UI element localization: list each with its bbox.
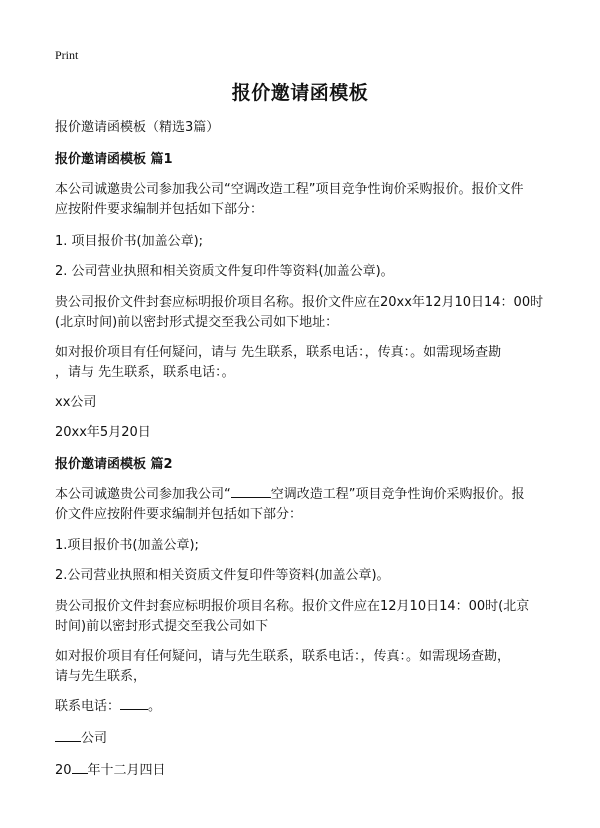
contact-end: 。 bbox=[148, 699, 162, 714]
section2-date bbox=[55, 761, 555, 781]
blank-underline bbox=[55, 729, 81, 742]
section2-item1: 1.项目报价书(加盖公章); bbox=[55, 538, 199, 553]
section2-p1-text-b: 空调改造工程”项目竞争性询价采购报价。报 bbox=[270, 487, 525, 502]
section1-p2-line2: (北京时间)前以密封形式提交至我公司如下地址： bbox=[55, 315, 339, 330]
blank-underline bbox=[72, 761, 88, 774]
date-prefix: 20 bbox=[55, 763, 72, 778]
subtitle: 报价邀请函模板（精选3篇） bbox=[55, 120, 220, 135]
blank-underline bbox=[231, 485, 271, 498]
company-text: 公司 bbox=[81, 731, 108, 746]
section1-p3-line2: ，请与 先生联系，联系电话：。 bbox=[55, 365, 235, 380]
section2-item2: 2.公司营业执照和相关资质文件复印件等资料(加盖公章)。 bbox=[55, 568, 390, 583]
section2-contact bbox=[55, 697, 555, 717]
document-title: 报价邀请函模板 bbox=[231, 82, 369, 104]
section2-p3-line2: 请与先生联系， bbox=[55, 669, 147, 684]
section2-p1-text-a: 本公司诚邀贵公司参加我公司“ bbox=[55, 487, 231, 502]
section1-heading: 报价邀请函模板 篇1 bbox=[55, 152, 173, 167]
section2-company bbox=[55, 729, 555, 749]
section1-company: xx公司 bbox=[55, 395, 97, 410]
date-suffix: 年十二月四日 bbox=[87, 763, 166, 778]
section1-date: 20xx年5月20日 bbox=[55, 425, 151, 440]
section2-p2-line2: 时间)前以密封形式提交至我公司如下 bbox=[55, 619, 269, 634]
section1-item1: 1. 项目报价书(加盖公章); bbox=[55, 234, 204, 249]
print-label[interactable]: Print bbox=[55, 48, 79, 62]
section2-heading: 报价邀请函模板 篇2 bbox=[55, 457, 173, 472]
blank-underline bbox=[120, 697, 148, 710]
section1-p3-line1: 如对报价项目有任何疑问，请与 先生联系，联系电话：，传真：。如需现场查勘 bbox=[55, 345, 502, 360]
section2-p2-line1: 贵公司报价文件封套应标明报价项目名称。报价文件应在12月10日14：00时(北京 bbox=[55, 599, 530, 614]
section2-p1-line2: 价文件应按附件要求编制并包括如下部分： bbox=[55, 507, 303, 522]
section1-p1-line1: 本公司诚邀贵公司参加我公司“空调改造工程”项目竞争性询价采购报价。报价文件 bbox=[55, 182, 524, 197]
section1-p2-line1: 贵公司报价文件封套应标明报价项目名称。报价文件应在20xx年12月10日14：00时 bbox=[55, 295, 544, 310]
section1-p1-line2: 应按附件要求编制并包括如下部分： bbox=[55, 202, 264, 217]
section2-p3-line1: 如对报价项目有任何疑问，请与先生联系，联系电话：，传真：。如需现场查勘， bbox=[55, 649, 511, 664]
section2-p1-line1 bbox=[55, 485, 555, 505]
section1-item2: 2. 公司营业执照和相关资质文件复印件等资料(加盖公章)。 bbox=[55, 264, 394, 279]
contact-label: 联系电话： bbox=[55, 699, 121, 714]
